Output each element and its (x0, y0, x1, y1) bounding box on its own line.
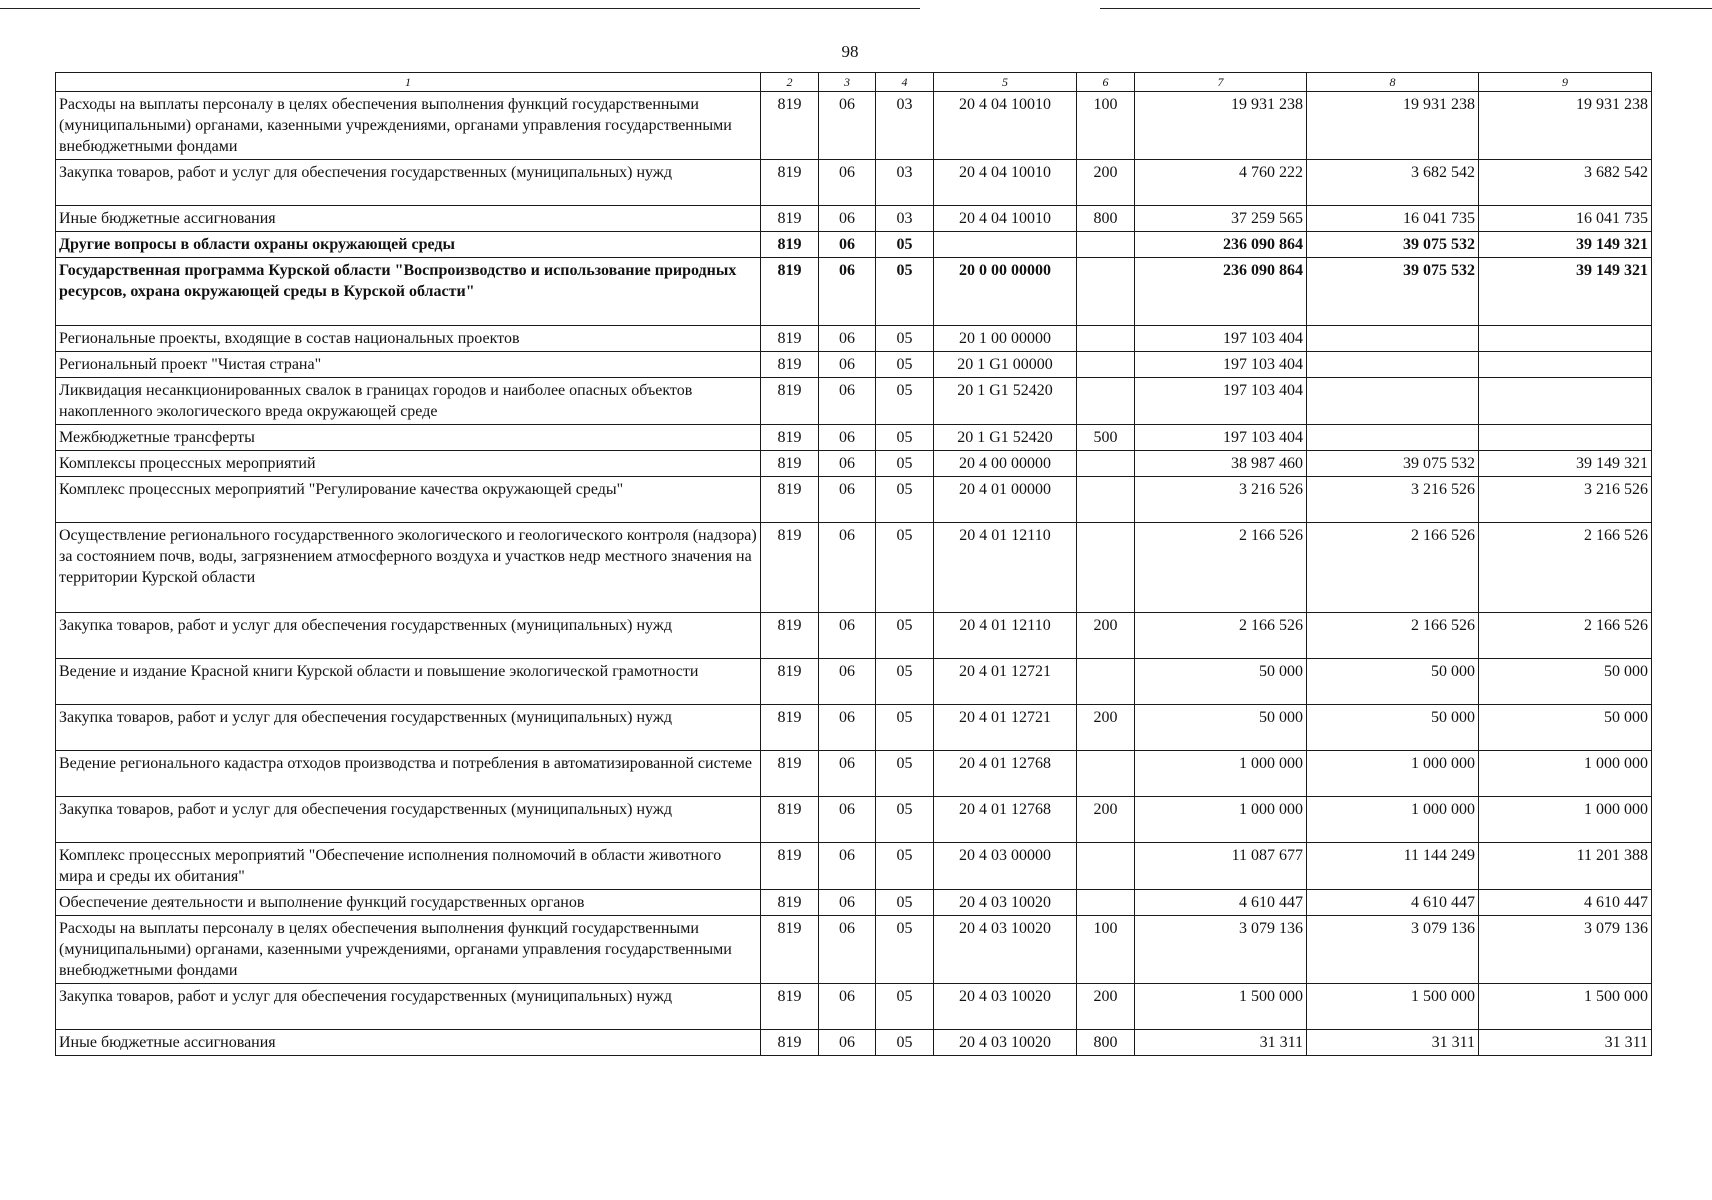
subsection-code: 05 (876, 916, 934, 984)
expense-type-code (1077, 523, 1135, 613)
table-row (56, 751, 1652, 797)
section-code: 06 (819, 477, 876, 523)
table-row (56, 1030, 1652, 1056)
table-row (56, 232, 1652, 258)
section-code: 06 (819, 451, 876, 477)
table-row (56, 160, 1652, 206)
amount-col-7: 3 079 136 (1135, 916, 1307, 984)
subsection-code: 05 (876, 425, 934, 451)
row-description: Комплекс процессных мероприятий "Регулирование качества окружающей среды" (56, 477, 761, 523)
expense-type-code: 500 (1077, 425, 1135, 451)
amount-col-9: 39 149 321 (1479, 258, 1652, 326)
grbs-code: 819 (761, 232, 819, 258)
row-description: Осуществление регионального государственного экологического и геологического контроля (надзора) за состоянием почв, воды, загрязнением атмосферного воздуха и участков недр местного значения на территории Курской области (56, 523, 761, 613)
section-code: 06 (819, 378, 876, 425)
grbs-code: 819 (761, 523, 819, 613)
amount-col-8: 16 041 735 (1307, 206, 1479, 232)
subsection-code: 05 (876, 659, 934, 705)
row-description: Закупка товаров, работ и услуг для обеспечения государственных (муниципальных) нужд (56, 160, 761, 206)
amount-col-7: 37 259 565 (1135, 206, 1307, 232)
table-row (56, 425, 1652, 451)
amount-col-9 (1479, 326, 1652, 352)
expense-type-code (1077, 258, 1135, 326)
target-article-code: 20 4 00 00000 (934, 451, 1077, 477)
target-article-code: 20 1 G1 52420 (934, 378, 1077, 425)
subsection-code: 05 (876, 1030, 934, 1056)
grbs-code: 819 (761, 206, 819, 232)
subsection-code: 05 (876, 326, 934, 352)
amount-col-9: 50 000 (1479, 705, 1652, 751)
amount-col-8: 39 075 532 (1307, 258, 1479, 326)
grbs-code: 819 (761, 1030, 819, 1056)
section-code: 06 (819, 425, 876, 451)
amount-col-8: 1 000 000 (1307, 751, 1479, 797)
expense-type-code (1077, 378, 1135, 425)
row-description: Обеспечение деятельности и выполнение функций государственных органов (56, 890, 761, 916)
section-code: 06 (819, 751, 876, 797)
table-row (56, 890, 1652, 916)
row-description: Ликвидация несанкционированных свалок в границах городов и наиболее опасных объектов накопленного экологического вреда окружающей среде (56, 378, 761, 425)
target-article-code: 20 4 01 12110 (934, 613, 1077, 659)
target-article-code: 20 4 01 12768 (934, 797, 1077, 843)
top-rule-right (1100, 8, 1712, 9)
column-number-row (56, 73, 1652, 92)
amount-col-8 (1307, 378, 1479, 425)
amount-col-9: 1 000 000 (1479, 751, 1652, 797)
grbs-code: 819 (761, 451, 819, 477)
amount-col-7: 50 000 (1135, 705, 1307, 751)
amount-col-9: 1 000 000 (1479, 797, 1652, 843)
amount-col-7: 11 087 677 (1135, 843, 1307, 890)
table-row (56, 477, 1652, 523)
table-row (56, 258, 1652, 326)
expense-type-code: 200 (1077, 705, 1135, 751)
amount-col-8: 19 931 238 (1307, 92, 1479, 160)
row-description: Закупка товаров, работ и услуг для обеспечения государственных (муниципальных) нужд (56, 705, 761, 751)
amount-col-9: 50 000 (1479, 659, 1652, 705)
amount-col-9: 11 201 388 (1479, 843, 1652, 890)
amount-col-9: 3 682 542 (1479, 160, 1652, 206)
target-article-code: 20 4 04 10010 (934, 160, 1077, 206)
subsection-code: 05 (876, 232, 934, 258)
amount-col-8: 1 500 000 (1307, 984, 1479, 1030)
target-article-code: 20 4 04 10010 (934, 206, 1077, 232)
amount-col-8: 11 144 249 (1307, 843, 1479, 890)
section-code: 06 (819, 160, 876, 206)
table-row (56, 523, 1652, 613)
expense-type-code (1077, 451, 1135, 477)
amount-col-8: 2 166 526 (1307, 613, 1479, 659)
amount-col-7: 2 166 526 (1135, 523, 1307, 613)
target-article-code: 20 1 00 00000 (934, 326, 1077, 352)
amount-col-8: 4 610 447 (1307, 890, 1479, 916)
row-description: Региональные проекты, входящие в состав национальных проектов (56, 326, 761, 352)
expense-type-code: 200 (1077, 797, 1135, 843)
target-article-code: 20 4 03 10020 (934, 984, 1077, 1030)
row-description: Закупка товаров, работ и услуг для обеспечения государственных (муниципальных) нужд (56, 984, 761, 1030)
subsection-code: 05 (876, 751, 934, 797)
grbs-code: 819 (761, 378, 819, 425)
column-header: 4 (876, 73, 934, 92)
section-code: 06 (819, 916, 876, 984)
row-description: Иные бюджетные ассигнования (56, 1030, 761, 1056)
amount-col-9: 3 216 526 (1479, 477, 1652, 523)
row-description: Ведение регионального кадастра отходов производства и потребления в автоматизированной системе (56, 751, 761, 797)
grbs-code: 819 (761, 843, 819, 890)
subsection-code: 05 (876, 352, 934, 378)
expense-type-code: 800 (1077, 1030, 1135, 1056)
amount-col-9 (1479, 378, 1652, 425)
expense-type-code: 100 (1077, 92, 1135, 160)
subsection-code: 03 (876, 160, 934, 206)
subsection-code: 05 (876, 523, 934, 613)
column-header: 1 (56, 73, 761, 92)
column-header: 5 (934, 73, 1077, 92)
amount-col-8: 31 311 (1307, 1030, 1479, 1056)
amount-col-9: 1 500 000 (1479, 984, 1652, 1030)
amount-col-7: 4 610 447 (1135, 890, 1307, 916)
amount-col-7: 19 931 238 (1135, 92, 1307, 160)
row-description: Региональный проект "Чистая страна" (56, 352, 761, 378)
amount-col-8: 3 682 542 (1307, 160, 1479, 206)
amount-col-9: 16 041 735 (1479, 206, 1652, 232)
amount-col-7: 1 000 000 (1135, 797, 1307, 843)
column-header: 7 (1135, 73, 1307, 92)
grbs-code: 819 (761, 92, 819, 160)
table-row (56, 352, 1652, 378)
amount-col-9: 4 610 447 (1479, 890, 1652, 916)
amount-col-8: 1 000 000 (1307, 797, 1479, 843)
column-header: 3 (819, 73, 876, 92)
expense-type-code (1077, 843, 1135, 890)
amount-col-9: 31 311 (1479, 1030, 1652, 1056)
target-article-code: 20 1 G1 52420 (934, 425, 1077, 451)
row-description: Расходы на выплаты персоналу в целях обеспечения выполнения функций государственными (муниципальными) органами, казенными учреждениями, органами управления государственными внебюджетными фондами (56, 916, 761, 984)
grbs-code: 819 (761, 477, 819, 523)
amount-col-7: 50 000 (1135, 659, 1307, 705)
target-article-code: 20 4 03 10020 (934, 916, 1077, 984)
expense-type-code (1077, 477, 1135, 523)
amount-col-7: 236 090 864 (1135, 258, 1307, 326)
table-row (56, 916, 1652, 984)
amount-col-9: 2 166 526 (1479, 523, 1652, 613)
subsection-code: 05 (876, 797, 934, 843)
section-code: 06 (819, 984, 876, 1030)
expense-type-code: 200 (1077, 160, 1135, 206)
amount-col-8 (1307, 352, 1479, 378)
subsection-code: 05 (876, 477, 934, 523)
target-article-code: 20 4 03 10020 (934, 1030, 1077, 1056)
table-row (56, 659, 1652, 705)
expense-type-code: 800 (1077, 206, 1135, 232)
amount-col-9 (1479, 352, 1652, 378)
grbs-code: 819 (761, 160, 819, 206)
target-article-code: 20 4 04 10010 (934, 92, 1077, 160)
amount-col-7: 197 103 404 (1135, 425, 1307, 451)
grbs-code: 819 (761, 705, 819, 751)
target-article-code: 20 4 03 00000 (934, 843, 1077, 890)
amount-col-8: 3 079 136 (1307, 916, 1479, 984)
page-number: 98 (841, 42, 859, 61)
expense-type-code (1077, 352, 1135, 378)
amount-col-7: 1 000 000 (1135, 751, 1307, 797)
amount-col-7: 38 987 460 (1135, 451, 1307, 477)
amount-col-7: 197 103 404 (1135, 326, 1307, 352)
section-code: 06 (819, 1030, 876, 1056)
section-code: 06 (819, 843, 876, 890)
grbs-code: 819 (761, 890, 819, 916)
amount-col-8: 50 000 (1307, 705, 1479, 751)
grbs-code: 819 (761, 751, 819, 797)
amount-col-7: 197 103 404 (1135, 352, 1307, 378)
table-body (56, 92, 1652, 1056)
grbs-code: 819 (761, 258, 819, 326)
target-article-code (934, 232, 1077, 258)
amount-col-7: 197 103 404 (1135, 378, 1307, 425)
table-row (56, 797, 1652, 843)
section-code: 06 (819, 659, 876, 705)
expense-type-code (1077, 751, 1135, 797)
amount-col-7: 2 166 526 (1135, 613, 1307, 659)
amount-col-9: 3 079 136 (1479, 916, 1652, 984)
budget-table (55, 72, 1652, 1056)
table-row (56, 378, 1652, 425)
section-code: 06 (819, 613, 876, 659)
grbs-code: 819 (761, 916, 819, 984)
grbs-code: 819 (761, 326, 819, 352)
grbs-code: 819 (761, 425, 819, 451)
amount-col-9: 39 149 321 (1479, 451, 1652, 477)
subsection-code: 05 (876, 378, 934, 425)
grbs-code: 819 (761, 797, 819, 843)
section-code: 06 (819, 92, 876, 160)
grbs-code: 819 (761, 352, 819, 378)
grbs-code: 819 (761, 984, 819, 1030)
expense-type-code (1077, 659, 1135, 705)
subsection-code: 05 (876, 843, 934, 890)
expense-type-code: 100 (1077, 916, 1135, 984)
target-article-code: 20 4 01 12768 (934, 751, 1077, 797)
table-row (56, 451, 1652, 477)
column-header: 2 (761, 73, 819, 92)
subsection-code: 05 (876, 258, 934, 326)
expense-type-code: 200 (1077, 613, 1135, 659)
row-description: Комплексы процессных мероприятий (56, 451, 761, 477)
target-article-code: 20 4 01 00000 (934, 477, 1077, 523)
row-description: Расходы на выплаты персоналу в целях обеспечения выполнения функций государственными (муниципальными) органами, казенными учреждениями, органами управления государственными внебюджетными фондами (56, 92, 761, 160)
target-article-code: 20 0 00 00000 (934, 258, 1077, 326)
table-row (56, 92, 1652, 160)
amount-col-8: 3 216 526 (1307, 477, 1479, 523)
section-code: 06 (819, 206, 876, 232)
section-code: 06 (819, 326, 876, 352)
section-code: 06 (819, 352, 876, 378)
table-row (56, 843, 1652, 890)
row-description: Иные бюджетные ассигнования (56, 206, 761, 232)
section-code: 06 (819, 890, 876, 916)
amount-col-9: 39 149 321 (1479, 232, 1652, 258)
amount-col-9 (1479, 425, 1652, 451)
top-rule-left (0, 8, 920, 9)
target-article-code: 20 1 G1 00000 (934, 352, 1077, 378)
column-header: 8 (1307, 73, 1479, 92)
amount-col-8: 39 075 532 (1307, 451, 1479, 477)
row-description: Государственная программа Курской области "Воспроизводство и использование природных ресурсов, охрана окружающей среды в Курской области" (56, 258, 761, 326)
section-code: 06 (819, 705, 876, 751)
row-description: Комплекс процессных мероприятий "Обеспечение исполнения полномочий в области животного мира и среды их обитания" (56, 843, 761, 890)
subsection-code: 05 (876, 984, 934, 1030)
expense-type-code (1077, 232, 1135, 258)
expense-type-code (1077, 326, 1135, 352)
grbs-code: 819 (761, 659, 819, 705)
amount-col-7: 3 216 526 (1135, 477, 1307, 523)
target-article-code: 20 4 01 12721 (934, 705, 1077, 751)
section-code: 06 (819, 797, 876, 843)
amount-col-7: 31 311 (1135, 1030, 1307, 1056)
subsection-code: 05 (876, 451, 934, 477)
subsection-code: 03 (876, 92, 934, 160)
target-article-code: 20 4 01 12110 (934, 523, 1077, 613)
table-row (56, 326, 1652, 352)
amount-col-8: 39 075 532 (1307, 232, 1479, 258)
table-row (56, 984, 1652, 1030)
amount-col-8: 50 000 (1307, 659, 1479, 705)
amount-col-8 (1307, 425, 1479, 451)
table-row (56, 705, 1652, 751)
section-code: 06 (819, 258, 876, 326)
row-description: Закупка товаров, работ и услуг для обеспечения государственных (муниципальных) нужд (56, 797, 761, 843)
subsection-code: 03 (876, 206, 934, 232)
row-description: Другие вопросы в области охраны окружающей среды (56, 232, 761, 258)
row-description: Ведение и издание Красной книги Курской области и повышение экологической грамотности (56, 659, 761, 705)
amount-col-7: 4 760 222 (1135, 160, 1307, 206)
amount-col-8 (1307, 326, 1479, 352)
amount-col-9: 2 166 526 (1479, 613, 1652, 659)
expense-type-code (1077, 890, 1135, 916)
table-row (56, 613, 1652, 659)
table-row (56, 206, 1652, 232)
target-article-code: 20 4 03 10020 (934, 890, 1077, 916)
row-description: Закупка товаров, работ и услуг для обеспечения государственных (муниципальных) нужд (56, 613, 761, 659)
amount-col-7: 1 500 000 (1135, 984, 1307, 1030)
row-description: Межбюджетные трансферты (56, 425, 761, 451)
amount-col-8: 2 166 526 (1307, 523, 1479, 613)
target-article-code: 20 4 01 12721 (934, 659, 1077, 705)
subsection-code: 05 (876, 890, 934, 916)
column-header: 9 (1479, 73, 1652, 92)
subsection-code: 05 (876, 705, 934, 751)
amount-col-7: 236 090 864 (1135, 232, 1307, 258)
subsection-code: 05 (876, 613, 934, 659)
section-code: 06 (819, 232, 876, 258)
grbs-code: 819 (761, 613, 819, 659)
expense-type-code: 200 (1077, 984, 1135, 1030)
amount-col-9: 19 931 238 (1479, 92, 1652, 160)
section-code: 06 (819, 523, 876, 613)
column-header: 6 (1077, 73, 1135, 92)
